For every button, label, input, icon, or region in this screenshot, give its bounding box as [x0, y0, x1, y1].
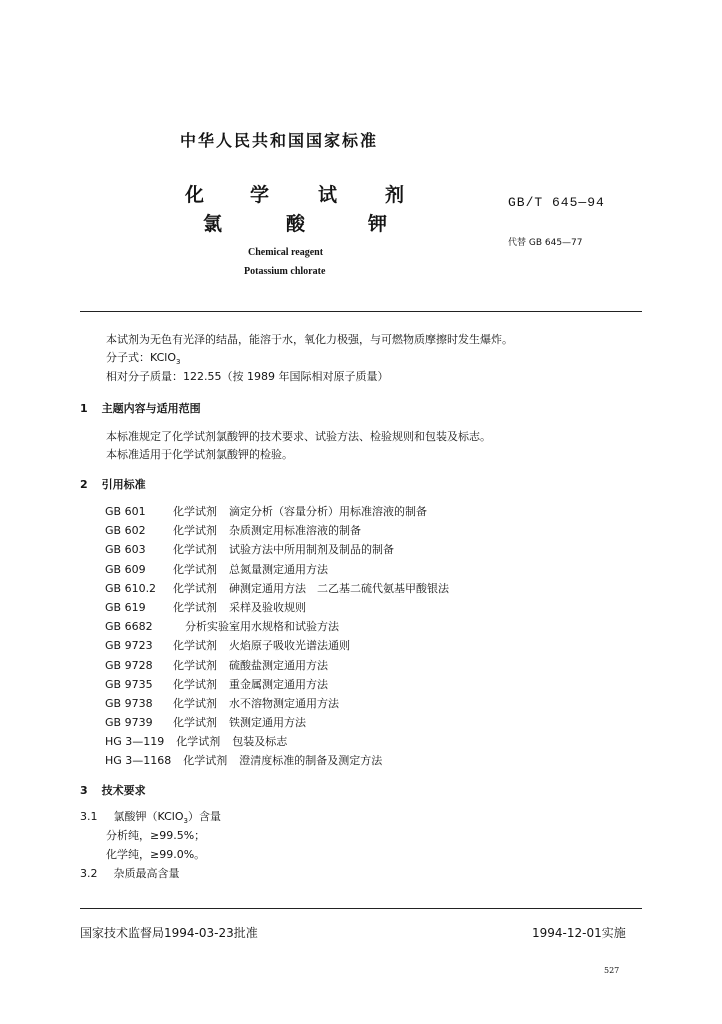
english-title-line1: Chemical reagent — [248, 247, 324, 258]
standard-name: 中华人民共和国国家标准 — [180, 131, 379, 150]
section-1-para1: 本标准规定了化学试剂氯酸钾的技术要求、试验方法、检验规则和包装及标志。 — [106, 430, 491, 443]
purity-analytical: 分析纯，≥99.5%； — [106, 829, 206, 842]
reference-item: GB 6682 分析实验室用水规格和试验方法 — [105, 620, 339, 634]
section-1-para2: 本标准适用于化学试剂氯酸钾的检验。 — [106, 448, 293, 461]
reference-item: HG 3—119 化学试剂 包装及标志 — [105, 735, 288, 749]
intro-description: 本试剂为无色有光泽的结晶，能溶于水，氧化力极强，与可燃物质摩擦时发生爆炸。 — [106, 333, 513, 346]
reference-item: GB 9735 化学试剂 重金属测定通用方法 — [105, 677, 328, 691]
footer-rule — [80, 908, 642, 909]
reference-item: GB 602 化学试剂 杂质测定用标准溶液的制备 — [105, 524, 361, 538]
purity-chemical: 化学纯，≥99.0%。 — [106, 848, 206, 861]
reference-list — [105, 502, 449, 771]
header-rule — [80, 311, 642, 312]
reference-item: GB 9738 化学试剂 水不溶物测定通用方法 — [105, 696, 339, 710]
title-char: 试 — [318, 184, 338, 206]
section-1-heading: 1 主题内容与适用范围 — [80, 402, 201, 415]
molecular-mass: 相对分子质量：122.55（按 1989 年国际相对原子质量） — [106, 370, 389, 383]
section-3-1-heading: 3.1 氯酸钾（KClO$_3$）含量 — [80, 810, 221, 826]
title-char: 氯 — [203, 213, 223, 235]
approval-line: 国家技术监督局1994-03-23批准 — [80, 926, 258, 940]
standard-code: GB/T 645—94 — [508, 195, 605, 210]
molecular-formula: 分子式：KClO$_3$ — [106, 351, 181, 367]
reference-item: GB 601 化学试剂 滴定分析（容量分析）用标准溶液的制备 — [105, 505, 427, 518]
section-2-heading: 2 引用标准 — [80, 478, 146, 491]
title-char: 剂 — [385, 184, 405, 206]
title-char: 学 — [250, 184, 270, 206]
reference-item: GB 603 化学试剂 试验方法中所用制剂及制品的制备 — [105, 543, 394, 557]
reference-item: GB 619 化学试剂 采样及验收规则 — [105, 600, 306, 614]
implementation-line: 1994-12-01实施 — [532, 926, 626, 940]
reference-item: GB 9739 化学试剂 铁测定通用方法 — [105, 716, 306, 730]
reference-item: GB 609 化学试剂 总氮量测定通用方法 — [105, 562, 328, 576]
section-3-heading: 3 技术要求 — [80, 784, 146, 797]
english-title-line2: Potassium chlorate — [244, 266, 326, 277]
section-3-2-heading: 3.2 杂质最高含量 — [80, 867, 180, 880]
replaces-note: 代替 GB 645—77 — [508, 238, 583, 248]
title-char: 钾 — [368, 213, 388, 235]
title-char: 酸 — [286, 213, 306, 235]
reference-item: HG 3—1168 化学试剂 澄清度标准的制备及测定方法 — [105, 754, 383, 768]
title-char: 化 — [185, 184, 205, 206]
reference-item: GB 9728 化学试剂 硫酸盐测定通用方法 — [105, 658, 328, 672]
reference-item: GB 610.2 化学试剂 砷测定通用方法 二乙基二硫代氨基甲酸银法 — [105, 581, 449, 595]
reference-item: GB 9723 化学试剂 火焰原子吸收光谱法通则 — [105, 639, 350, 653]
page-number: 527 — [604, 966, 620, 975]
